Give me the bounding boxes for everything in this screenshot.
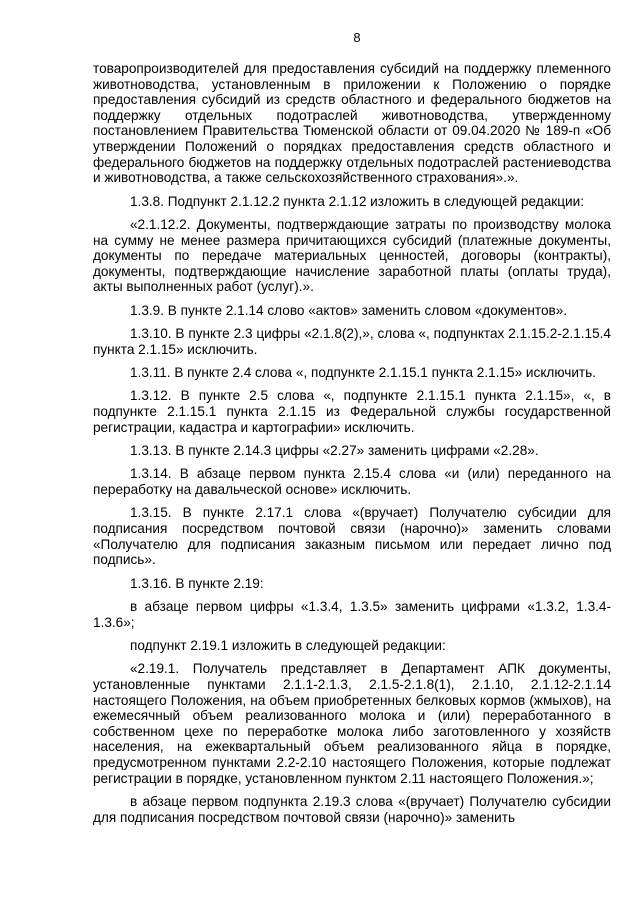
- paragraph-1-3-9: 1.3.9. В пункте 2.1.14 слово «актов» заменить словом «документов».: [130, 302, 568, 318]
- paragraph-1-3-10: 1.3.10. В пункте 2.3 цифры «2.1.8(2),», слова «, подпунктах 2.1.15.2-2.1.15.4 пункта 2.1.15» исключить.: [93, 326, 611, 357]
- paragraph-2-19-3: в абзаце первом подпункта 2.19.3 слова «(вручает) Получателю субсидии для подписания посредством почтовой связи (нарочно)» заменить: [93, 793, 611, 825]
- paragraph-1-3-12: 1.3.12. В пункте 2.5 слова «, подпункте 2.1.15.1 пункта 2.1.15», «, в подпункте 2.1.15.1 пункта 2.1.15 из Федеральной службы государственной регистрации, кадастра и картографии» исключить.: [93, 388, 611, 435]
- page-number: 8: [353, 30, 361, 45]
- paragraph-1-3-8: 1.3.8. Подпункт 2.1.12.2 пункта 2.1.12 изложить в следующей редакции:: [130, 193, 584, 209]
- paragraph-1-3-16: 1.3.16. В пункте 2.19:: [130, 575, 264, 591]
- paragraph-1-3-14: 1.3.14. В абзаце первом пункта 2.15.4 слова «и (или) переданного на переработку на давальческой основе» исключить.: [93, 466, 611, 498]
- paragraph-continuation: товаропроизводителей для предоставления субсидий на поддержку племенного животноводства, установленным в приложении к Положению о порядке предоставления субсидий из средств областного и федерального бюджетов на поддержку отдельных подотраслей животноводства, утвержденному постановлением Правительства Тюменской области от 09.04.2020 № 189-п «Об утверждении Положений о порядках предоставления средств областного и федерального бюджетов на поддержку отдельных подотраслей растениеводства и животноводства, а также сельскохозяйственного страхования».».: [93, 61, 611, 186]
- paragraph-subpoint-2-19-1: подпункт 2.19.1 изложить в следующей редакции:: [130, 637, 446, 653]
- paragraph-1-3-13: 1.3.13. В пункте 2.14.3 цифры «2.27» заменить цифрами «2.28».: [130, 443, 539, 459]
- paragraph-quote-2-19-1: «2.19.1. Получатель представляет в Департамент АПК документы, установленные пунктами 2.1.1-2.1.3, 2.1.5-2.1.8(1), 2.1.10, 2.1.12-2.1.14 настоящего Положения, на объем приобретенных белковых кормов (жмыхов), на ежемесячный объем реализованного молока и (или) переработанного в собственном цехе по переработке молока либо заготовленного у хозяйств населения, на ежеквартальный объем реализованного яйца в порядке, предусмотренном пунктами 2.2-2.10 настоящего Положения, которые подлежат регистрации в порядке, установленном пунктом 2.11 настоящего Положения.»;: [93, 661, 611, 786]
- paragraph-first-abzac: в абзаце первом цифры «1.3.4, 1.3.5» заменить цифрами «1.3.2, 1.3.4-1.3.6»;: [93, 598, 611, 630]
- paragraph-quote-2-1-12-2: «2.1.12.2. Документы, подтверждающие затраты по производству молока на сумму не менее размера причитающихся субсидий (платежные документы, документы по передаче материальных ценностей, договоры (контракты), документы, подтверждающие начисление заработной платы (оплаты труда), акты выполненных работ (услуг).».: [93, 216, 611, 295]
- paragraph-1-3-15: 1.3.15. В пункте 2.17.1 слова «(вручает) Получателю субсидии для подписания посредством почтовой связи (нарочно)» заменить словами «Получателю для подписания заказным письмом или передает лично под подпись».: [93, 505, 611, 568]
- paragraph-1-3-11: 1.3.11. В пункте 2.4 слова «, подпункте 2.1.15.1 пункта 2.1.15» исключить.: [130, 365, 597, 381]
